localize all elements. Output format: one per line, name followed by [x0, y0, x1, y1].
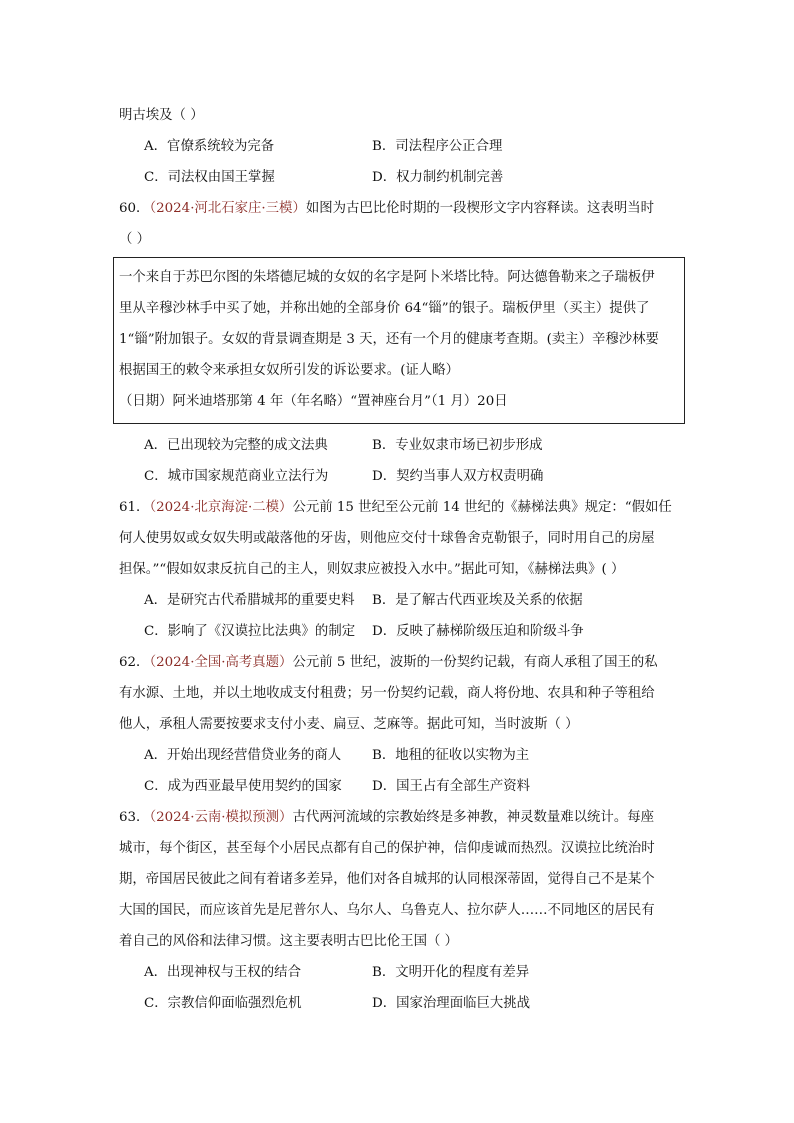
q61-options-row-2	[119, 616, 679, 647]
q61-option-a[interactable]: A．是研究古代希腊城邦的重要史料	[144, 593, 355, 608]
q59-stem-end: 明古埃及（ ）	[119, 108, 204, 123]
q63-stem-text-1: 古代两河流域的宗教始终是多神教，神灵数量难以统计。每座	[292, 810, 654, 825]
q63-option-d[interactable]: D．国家治理面临巨大挑战	[372, 996, 531, 1011]
q60-box-line-4: 根据国王的敕令来承担女奴所引发的诉讼要求。(证人略）	[119, 363, 459, 378]
q63-option-a[interactable]: A．出现神权与王权的结合	[144, 965, 301, 980]
q60-box-line-1: 一个来自于苏巴尔图的朱塔德尼城的女奴的名字是阿卜米塔比特。阿达德鲁勒来之子瑞板伊	[119, 270, 655, 285]
q61-source: （2024·北京海淀·二模）	[149, 500, 293, 515]
q60-option-a[interactable]: A．已出现较为完整的成文法典	[144, 438, 328, 453]
q60-option-c[interactable]: C．城市国家规范商业立法行为	[144, 469, 329, 484]
q61-option-b[interactable]: B．是了解古代西亚埃及关系的依据	[372, 593, 583, 608]
q62-option-d[interactable]: D．国王占有全部生产资料	[372, 779, 531, 794]
q60-source: （2024·河北石家庄·三模）	[149, 201, 306, 216]
q63-number: 63．	[119, 810, 150, 825]
q59-option-c[interactable]: C．司法权由国王掌握	[144, 170, 275, 185]
q61-stem-line-3: 担保。”“假如奴隶反抗自己的主人，则奴隶应被投入水中。”据此可知，《赫梯法典》( ）	[119, 562, 625, 577]
q62-source: （2024·全国·高考真题）	[149, 655, 293, 670]
q62-options-row-2	[119, 771, 679, 802]
q63-options-row-2	[119, 988, 679, 1019]
q60-options-row-1	[119, 430, 679, 461]
q63-option-b[interactable]: B．文明开化的程度有差异	[372, 965, 530, 980]
q63-stem-line-4: 大国的国民，而应该首先是尼普尔人、乌尔人、乌鲁克人、拉尔萨人……不同地区的居民有	[119, 903, 655, 918]
q61-options-row-1	[119, 585, 679, 616]
q62-stem-line-1	[119, 647, 679, 678]
q62-option-c[interactable]: C．成为西亚最早使用契约的国家	[144, 779, 342, 794]
q59-options-row-1	[119, 131, 679, 162]
q60-stem-line-2: （ ）	[119, 232, 151, 247]
q62-stem-line-3: 他人，承租人需要按要求支付小麦、扁豆、芝麻等。据此可知，当时波斯（ ）	[119, 717, 579, 732]
q63-source: （2024·云南·模拟预测）	[149, 810, 293, 825]
q61-stem-line-2: 何人使男奴或女奴失明或敲落他的牙齿，则他应交付十球鲁舍克勒银子，同时用自己的房屋	[119, 531, 655, 546]
q61-number: 61．	[119, 500, 150, 515]
q62-options-row-1	[119, 740, 679, 771]
q60-stem-text-1: 如图为古巴比伦时期的一段楔形文字内容释读。这表明当时	[305, 201, 654, 216]
q60-box-line-3: 1“锱”附加银子。女奴的背景调查期是 3 天，还有一个月的健康考查期。(卖主）辛穆沙林要	[119, 332, 659, 347]
q61-option-c[interactable]: C．影响了《汉谟拉比法典》的制定	[144, 624, 356, 639]
q60-box-line-2: 里从辛穆沙林手中买了她，并称出她的全部身价 64“锱”的银子。瑞板伊里（买主）提供了	[119, 301, 650, 316]
q59-option-d[interactable]: D．权力制约机制完善	[372, 170, 504, 185]
q59-option-a[interactable]: A．官僚系统较为完备	[144, 139, 275, 154]
q62-option-b[interactable]: B．地租的征收以实物为主	[372, 748, 530, 763]
q60-box-line-5: （日期）阿米迪塔那第 4 年（年名略）“置神座台月”（1 月）20日	[119, 394, 508, 409]
q60-options-row-2	[119, 461, 679, 492]
q59-option-b[interactable]: B．司法程序公正合理	[372, 139, 503, 154]
q61-stem-text-1: 公元前 15 世纪至公元前 14 世纪的《赫梯法典》规定：“假如任	[292, 500, 672, 515]
q61-option-d[interactable]: D．反映了赫梯阶级压迫和阶级斗争	[372, 624, 584, 639]
q60-option-b[interactable]: B．专业奴隶市场已初步形成	[372, 438, 543, 453]
q63-stem-line-3: 期，帝国居民彼此之间有着诸多差异，他们对各自城邦的认同根深蒂固，觉得自己不是某个	[119, 872, 655, 887]
q63-stem-line-1	[119, 802, 679, 833]
q63-options-row-1	[119, 957, 679, 988]
q63-option-c[interactable]: C．宗教信仰面临强烈危机	[144, 996, 302, 1011]
q62-number: 62．	[119, 655, 150, 670]
q60-number: 60．	[119, 201, 150, 216]
q62-stem-text-1: 公元前 5 世纪，波斯的一份契约记载，有商人承租了国王的私	[292, 655, 658, 670]
exam-page	[119, 100, 679, 1019]
q59-options-row-2	[119, 162, 679, 193]
q61-stem-line-1	[119, 492, 679, 523]
q62-option-a[interactable]: A．开始出现经营借贷业务的商人	[144, 748, 342, 763]
q62-stem-line-2: 有水源、土地，并以土地收成支付租费；另一份契约记载，商人将份地、农具和种子等租给	[119, 686, 655, 701]
q63-stem-line-5: 着自己的风俗和法律习惯。这主要表明古巴比伦王国（ ）	[119, 934, 459, 949]
q63-stem-line-2: 城市，每个街区，甚至每个小居民点都有自己的保护神，信仰虔诚而热烈。汉谟拉比统治时	[119, 841, 655, 856]
q60-source-box	[113, 257, 685, 424]
q60-stem-line-1	[119, 193, 679, 224]
q60-option-d[interactable]: D．契约当事人双方权责明确	[372, 469, 544, 484]
